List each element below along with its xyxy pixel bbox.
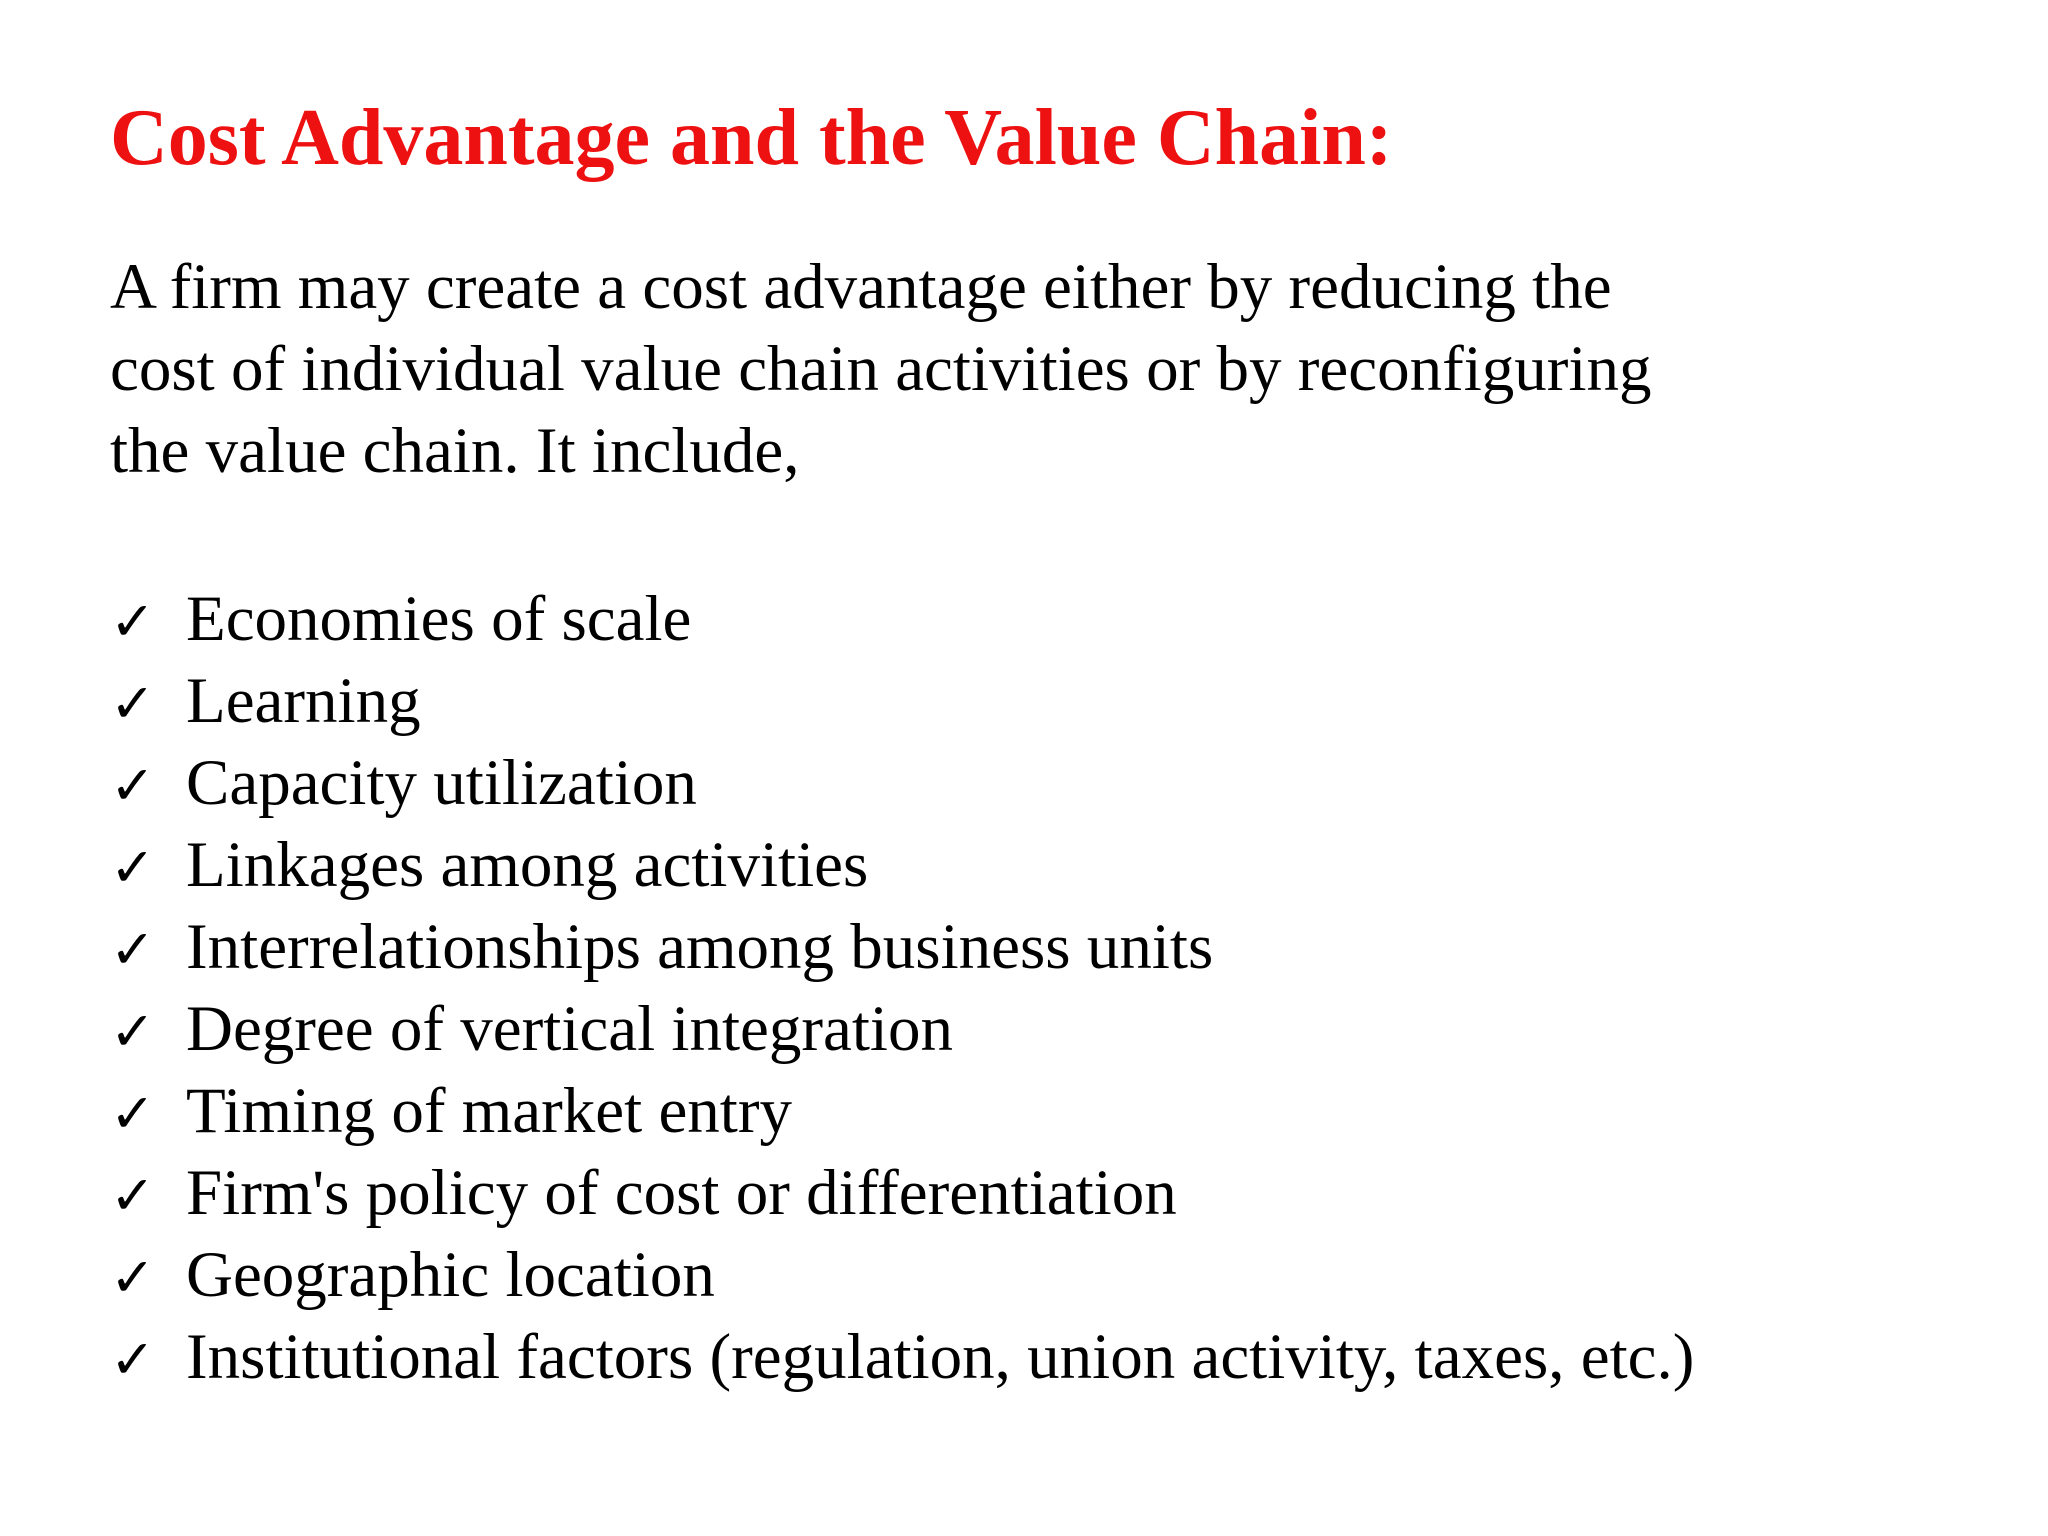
list-item-label: Firm's policy of cost or differentiation xyxy=(186,1157,1177,1229)
checkmark-icon: ✓ xyxy=(110,1082,156,1145)
list-item-label: Geographic location xyxy=(186,1239,715,1311)
list-item xyxy=(110,1070,1694,1152)
intro-line: A firm may create a cost advantage either by reducing the xyxy=(110,251,1612,323)
intro-line: cost of individual value chain activities or by reconfiguring xyxy=(110,333,1652,405)
list-item xyxy=(110,1234,1694,1316)
checkmark-icon: ✓ xyxy=(110,918,156,981)
list-item xyxy=(110,742,1694,824)
list-item xyxy=(110,906,1694,988)
checkmark-icon: ✓ xyxy=(110,754,156,817)
checkmark-icon: ✓ xyxy=(110,1246,156,1309)
list-item xyxy=(110,578,1694,660)
list-item xyxy=(110,988,1694,1070)
list-item-label: Economies of scale xyxy=(186,583,692,655)
checkmark-icon: ✓ xyxy=(110,590,156,653)
checklist xyxy=(110,578,1694,1398)
list-item-label: Learning xyxy=(186,665,421,737)
checkmark-icon: ✓ xyxy=(110,672,156,735)
slide-title: Cost Advantage and the Value Chain: xyxy=(110,94,1393,182)
list-item-label: Capacity utilization xyxy=(186,747,697,819)
list-item-label: Institutional factors (regulation, union activity, taxes, etc.) xyxy=(186,1321,1695,1393)
list-item-label: Linkages among activities xyxy=(186,829,869,901)
list-item xyxy=(110,1152,1694,1234)
list-item xyxy=(110,1316,1694,1398)
intro-paragraph xyxy=(110,246,1890,492)
list-item xyxy=(110,660,1694,742)
checkmark-icon: ✓ xyxy=(110,1000,156,1063)
checkmark-icon: ✓ xyxy=(110,1328,156,1391)
checkmark-icon: ✓ xyxy=(110,1164,156,1227)
intro-line: the value chain. It include, xyxy=(110,415,800,487)
list-item-label: Timing of market entry xyxy=(186,1075,793,1147)
list-item-label: Degree of vertical integration xyxy=(186,993,953,1065)
checkmark-icon: ✓ xyxy=(110,836,156,899)
list-item xyxy=(110,824,1694,906)
list-item-label: Interrelationships among business units xyxy=(186,911,1214,983)
